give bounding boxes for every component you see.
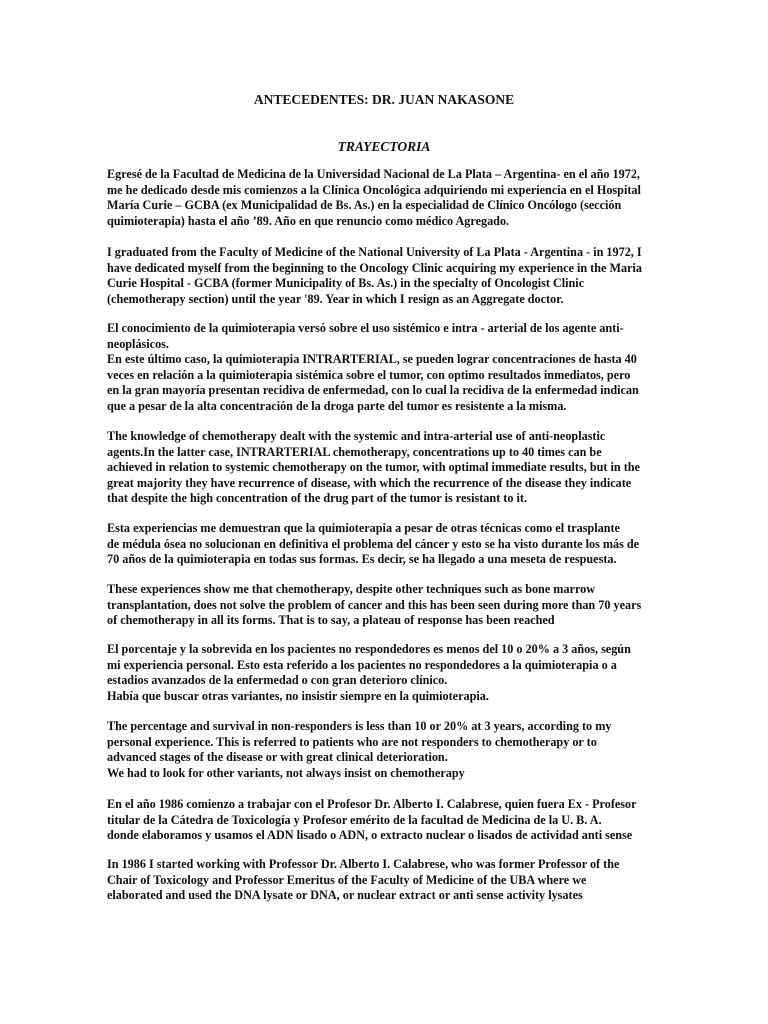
paragraph-5-spanish <box>107 797 672 844</box>
text-line: en la gran mayoría presentan recidiva de enfermedad, con lo cual la recidiva de la enfermedad indican <box>107 383 639 398</box>
text-line: We had to look for other variants, not always insist on chemotherapy <box>107 765 465 780</box>
text-line: me he dedicado desde mis comienzos a la Clínica Oncológica adquiriendo mi experiencia en el Hospital <box>107 182 641 197</box>
text-line: El porcentaje y la sobrevida en los pacientes no respondedores es menos del 10 o 20% a 3 años, según <box>107 642 631 656</box>
text-line: great majority they have recurrence of disease, with which the recurrence of the disease they indicate <box>107 475 632 490</box>
text-line: En este último caso, la quimioterapia INTRARTERIAL, se pueden lograr concentraciones de hasta 40 <box>107 352 637 367</box>
text-line: In 1986 I started working with Professor Dr. Alberto I. Calabrese, who was former Professor of the <box>107 857 620 871</box>
paragraph-2-english <box>107 429 672 507</box>
paragraph-4-english <box>107 719 672 781</box>
text-line: 70 años de la quimioterapia en todas sus formas. Es decir, se ha llegado a una meseta de respuesta. <box>107 552 617 567</box>
text-line: of chemotherapy in all its forms. That is to say, a plateau of response has been reached <box>107 613 555 628</box>
text-line: de médula ósea no solucionan en definitiva el problema del cáncer y esto se ha visto durante los más de <box>107 536 640 551</box>
text-line: titular de la Cátedra de Toxicología y Profesor emérito de la facultad de Medicina de la U. B. A. <box>107 812 602 827</box>
text-line: Había que buscar otras variantes, no insistir siempre en la quimioterapia. <box>107 688 489 703</box>
text-line: En el año 1986 comienzo a trabajar con el Profesor Dr. Alberto I. Calabrese, quien fuera Ex - Profesor <box>107 797 637 811</box>
text-line: achieved in relation to systemic chemotherapy on the tumor, with optimal immediate results, but in the <box>107 460 640 475</box>
text-line: I graduated from the Faculty of Medicine of the National University of La Plata - Argentina - in 1972, I <box>107 245 642 259</box>
text-line: Chair of Toxicology and Professor Emeritus of the Faculty of Medicine of the UBA where we <box>107 872 587 887</box>
text-line: have dedicated myself from the beginning to the Oncology Clinic acquiring my experience in the Maria <box>107 260 642 275</box>
paragraph-1-spanish <box>107 167 672 229</box>
text-line: advanced stages of the disease or with great clinical deterioration. <box>107 750 448 765</box>
paragraph-5-english <box>107 857 672 904</box>
text-line: elaborated and used the DNA lysate or DNA, or nuclear extract or anti sense activity lysates <box>107 888 583 903</box>
text-line: donde elaboramos y usamos el ADN lisado o ADN, o extracto nuclear o lisados de actividad anti sense <box>107 828 633 843</box>
text-line: quimioterapia) hasta el año ’89. Año en que renuncio como médico Agregado. <box>107 213 510 228</box>
text-line: neoplásicos. <box>107 336 169 351</box>
text-line: personal experience. This is referred to patients who are not responders to chemotherapy or to <box>107 734 597 749</box>
text-line: que a pesar de la alta concentración de la droga parte del tumor es resistente a la misma. <box>107 398 567 413</box>
paragraph-4-spanish <box>107 642 672 704</box>
text-line: The percentage and survival in non-responders is less than 10 or 20% at 3 years, according to my <box>107 719 612 733</box>
paragraph-3-spanish <box>107 521 672 568</box>
text-line: mi experiencia personal. Esto esta referido a los pacientes no respondedores a la quimioterapia o a <box>107 657 617 672</box>
text-line: Curie Hospital - GCBA (former Municipality of Bs. As.) in the specialty of Oncologist Clinic <box>107 276 585 291</box>
text-line: agents.In the latter case, INTRARTERIAL chemotherapy, concentrations up to 40 times can be <box>107 444 602 459</box>
text-line: estadios avanzados de la enfermedad o con gran deterioro clínico. <box>107 673 448 688</box>
text-line: María Curie – GCBA (ex Municipalidad de Bs. As.) en la especialidad de Clínico Oncólogo (sección <box>107 198 622 213</box>
paragraph-2-spanish <box>107 321 672 415</box>
text-line: The knowledge of chemotherapy dealt with the systemic and intra-arterial use of anti-neoplastic <box>107 429 606 443</box>
text-line: transplantation, does not solve the problem of cancer and this has been seen during more than 70 years <box>107 597 642 612</box>
text-line: Egresé de la Facultad de Medicina de la Universidad Nacional de La Plata – Argentina- en el año 1972, <box>107 167 640 181</box>
text-line: Esta experiencias me demuestran que la quimioterapia a pesar de otras técnicas como el trasplante <box>107 521 620 535</box>
page-title: ANTECEDENTES: DR. JUAN NAKASONE <box>253 92 515 107</box>
paragraph-1-english <box>107 245 672 307</box>
text-line: veces en relación a la quimioterapia sistémica sobre el tumor, con optimo resultados inmediatos, pero <box>107 367 631 382</box>
paragraph-3-english <box>107 582 672 629</box>
text-line: These experiences show me that chemotherapy, despite other techniques such as bone marrow <box>107 582 596 596</box>
text-line: (chemotherapy section) until the year '89. Year in which I resign as an Aggregate doctor. <box>107 291 564 306</box>
text-line: that despite the high concentration of the drug part of the tumor is resistant to it. <box>107 491 527 506</box>
section-heading: TRAYECTORIA <box>337 139 431 154</box>
text-line: El conocimiento de la quimioterapia versó sobre el uso sistémico e intra - arterial de los agente anti- <box>107 321 624 335</box>
